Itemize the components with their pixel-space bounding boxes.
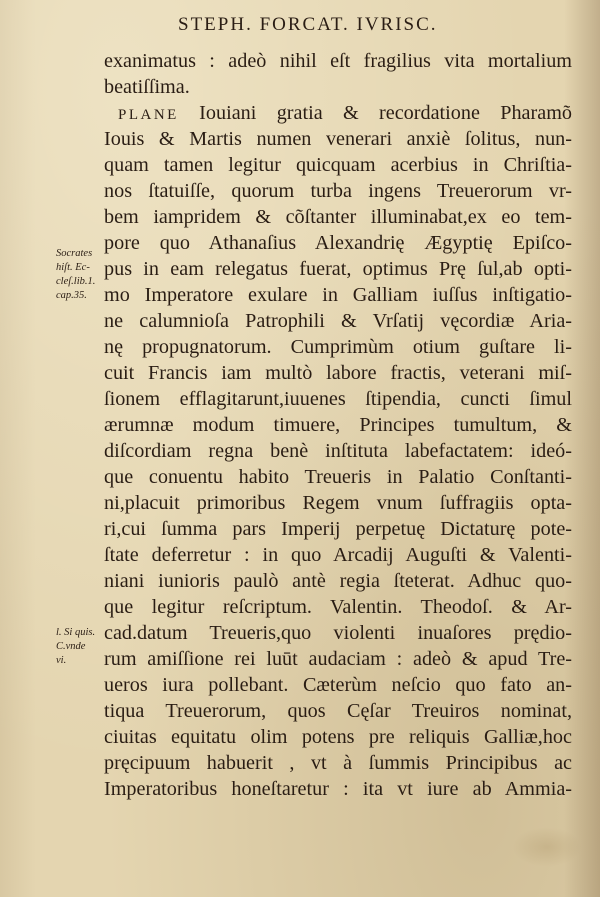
text-line-content: que legitur reſcriptum. Valentin. Theodoſ. & Ar- [104,596,572,618]
margin-note-line: cleſ.lib.1. [56,276,96,287]
text-line-content: ri,cui ſumma pars Imperij perpetuę Dictaturę pote- [104,518,572,540]
text-line [104,386,572,412]
text-line-content: niani iunioris paulò antè regia ſteterat. Adhuc quo- [104,570,572,592]
text-line-content: nę propugnatorum. Cumprimùm otium guſtare li- [104,336,572,358]
text-line [104,646,572,672]
running-head: STEPH. FORCAT. IVRISC. [178,14,438,35]
text-line-content: que conuentu habito Treueris in Palatio Conſtanti- [104,466,572,488]
text-line [104,568,572,594]
text-line [104,542,572,568]
margin-note-line: vi. [56,655,67,666]
text-line [104,438,572,464]
text-line [104,100,572,126]
text-line-content: ni,placuit primoribus Regem vnum ſuffragiis opta- [104,492,572,514]
text-line [104,516,572,542]
text-line [104,334,572,360]
text-line-content: bem iampridem & cõſtanter illuminabat,ex eo tem- [104,206,572,228]
text-line [104,698,572,724]
text-line [104,490,572,516]
text-line-content: pus in eam relegatus fuerat, optimus Prę ſul,ab opti- [104,258,572,280]
text-line-content: ſionem efflagitarunt,iuuenes ſtipendia, cuncti ſimul [104,388,572,410]
text-line [104,750,572,776]
text-line-content: diſcordiam regna benè inſtituta labefactatem: ideó- [104,440,572,462]
text-line-content: quam tamen legitur quicquam acerbius in Chriſtia- [104,154,572,176]
margin-note-line: l. Si quis. [56,627,96,638]
text-line [104,204,572,230]
text-line-content: exanimatus : adeò nihil eſt fragilius vita mortalium [104,50,572,72]
text-line-content: Imperatoribus honeſtaretur : ita vt iure ab Ammia- [104,778,572,800]
text-line-content: ciuitas equitatu olim potens pre reliquis Galliæ,hoc [104,726,572,748]
text-line-content: beatiſſima. [104,76,190,98]
text-line-content: ne calumnioſa Patrophili & Vrſatij vęcordiæ Aria- [104,310,572,332]
paragraph-lead-word: PLANE [118,107,179,123]
text-line-content: cad.datum Treueris,quo violenti inuaſores prędio- [104,622,572,644]
text-line [104,74,572,100]
body-text [104,48,572,802]
text-line [104,152,572,178]
text-line-content: nos ſtatuiſſe, quorum turba ingens Treuerorum vr- [104,180,572,202]
text-line-content: Iouiani gratia & recordatione Pharamõ [178,102,572,124]
text-line-content: ærumnæ modum timuere, Principes tumultum, & [104,414,572,436]
text-line [104,48,572,74]
text-line [104,412,572,438]
text-line-content: tiqua Treuerorum, quos Cęſar Treuiros nominat, [104,700,572,722]
paper-stain [512,827,582,867]
text-line [104,308,572,334]
text-line-content: mo Imperatore exulare in Galliam iuſſus inſtigatio- [104,284,572,306]
text-line [104,594,572,620]
text-line [104,776,572,802]
text-line-content: pore quo Athanaſius Alexandrię Ægyptię Epiſco- [104,232,572,254]
text-line-content: ueros iura pollebant. Cæterùm neſcio quo fato an- [104,674,572,696]
margin-note-line: hiſt. Ec- [56,262,90,273]
margin-note-socrates [56,247,102,303]
text-line-content: Iouis & Martis numen venerari anxiè ſolitus, nun- [104,128,572,150]
text-line [104,230,572,256]
margin-note-si-quis [56,626,102,668]
margin-note-line: C.vnde [56,641,86,652]
margin-note-line: cap.35. [56,290,87,301]
text-line [104,282,572,308]
text-line-content: cuit Francis iam multò labore fractis, veterani miſ- [104,362,572,384]
text-line [104,464,572,490]
text-line-content: pręcipuum habuerit , vt à ſummis Principibus ac [104,752,572,774]
text-line [104,724,572,750]
text-line [104,620,572,646]
text-line [104,178,572,204]
text-line [104,126,572,152]
text-line-content: rum amiſſione rei luūt audaciam : adeò & apud Tre- [104,648,572,670]
text-line [104,672,572,698]
text-line [104,360,572,386]
text-line-content: ſtate deferretur : in quo Arcadij Auguſti & Valenti- [104,544,572,566]
text-line [104,256,572,282]
margin-note-line: Socrates [56,248,93,259]
